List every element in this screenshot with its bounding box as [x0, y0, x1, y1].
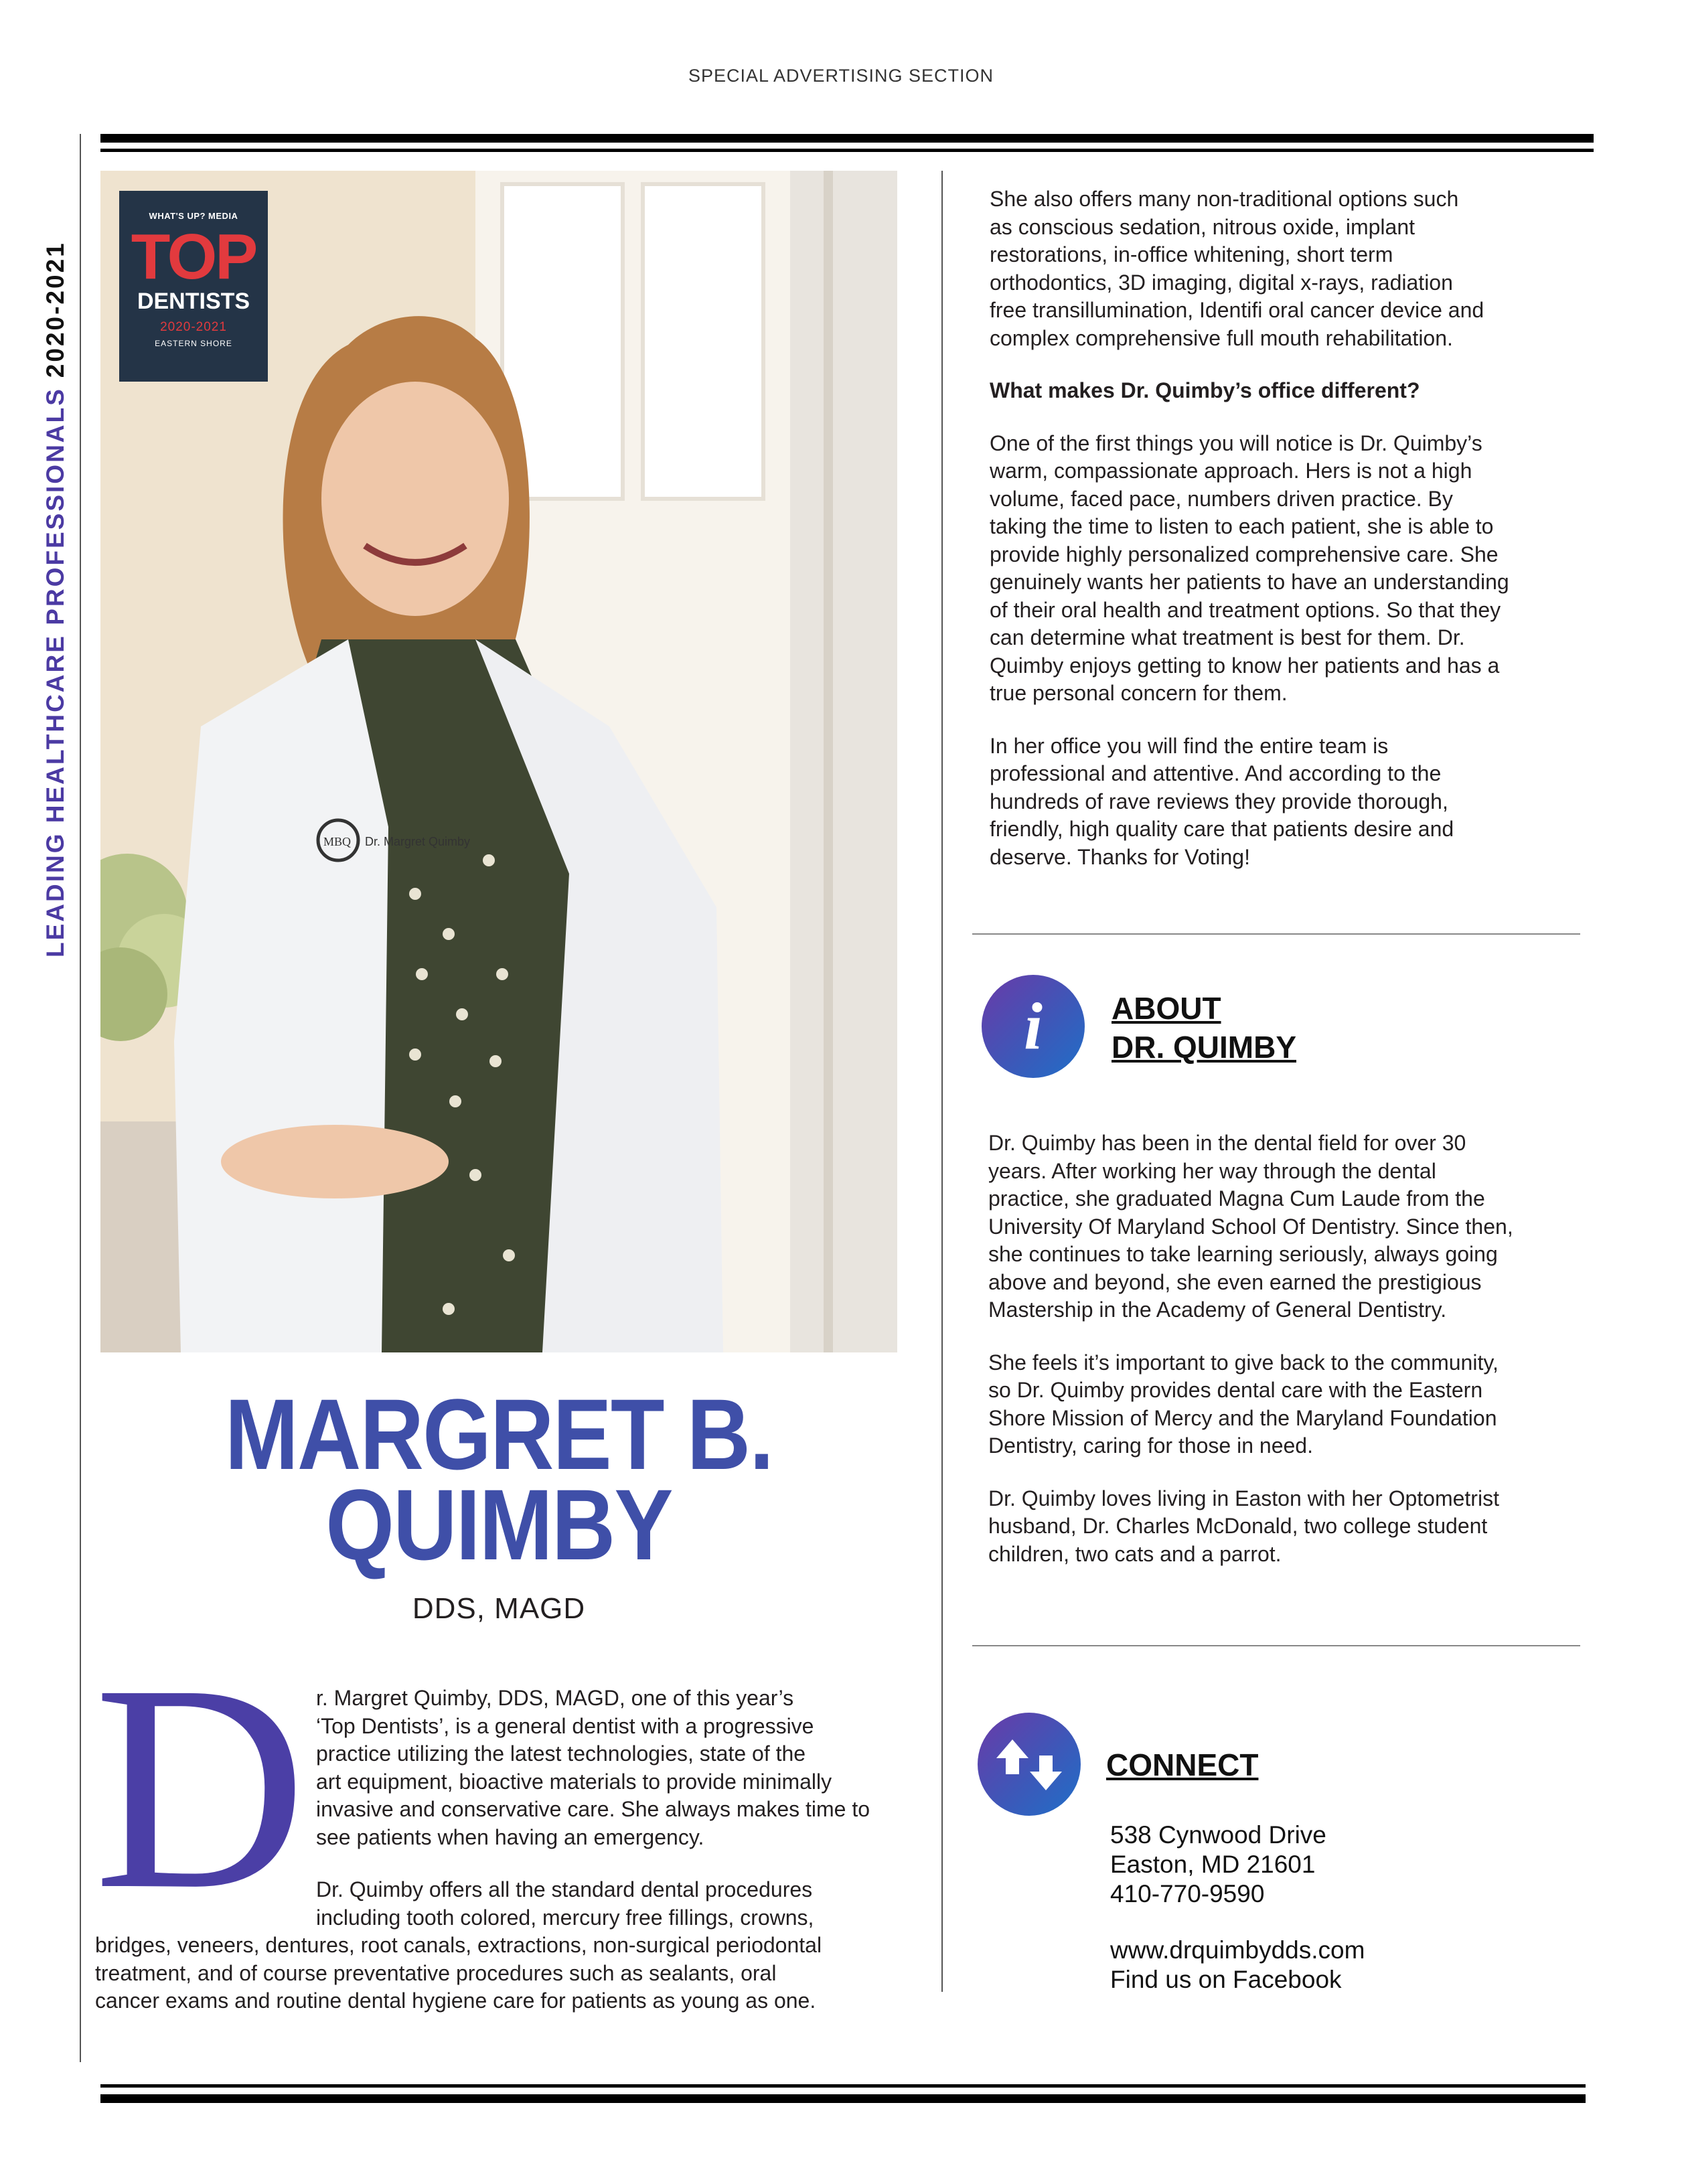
text-line: practice, she graduated Magna Cum Laude from the — [988, 1186, 1485, 1211]
left-margin-line — [80, 134, 81, 2062]
text-line: volume, faced pace, numbers driven practice. By — [990, 486, 1453, 511]
text-line: She also offers many non-traditional options such — [990, 187, 1459, 211]
paragraph — [988, 1349, 1611, 1460]
text-line: Dr. Quimby loves living in Easton with her Optometrist — [988, 1486, 1499, 1510]
text-line: restorations, in-office whitening, short term — [990, 242, 1393, 266]
text-line: provide highly personalized comprehensive care. She — [990, 542, 1499, 566]
paragraph — [990, 185, 1612, 352]
about-title-line-2: DR. QUIMBY — [1112, 1030, 1296, 1065]
right-column-text — [990, 185, 1612, 871]
text-line: as conscious sedation, nitrous oxide, implant — [990, 214, 1416, 239]
text-line: cancer exams and routine dental hygiene care for patients as young as one. — [95, 1988, 816, 2013]
badge-region: EASTERN SHORE — [155, 339, 232, 348]
intro-paragraph-1 — [316, 1685, 919, 1851]
text-line: Quimby enjoys getting to know her patients and has a — [990, 653, 1500, 678]
paragraph — [988, 1485, 1611, 1569]
text-line: children, two cats and a parrot. — [988, 1541, 1282, 1566]
text-line: she continues to take learning seriously, always going — [988, 1242, 1498, 1266]
connect-circle — [978, 1713, 1081, 1816]
text-line: In her office you will find the entire team is — [990, 733, 1389, 758]
text-line: professional and attentive. And according to the — [990, 761, 1442, 785]
sidebar-vertical-label — [32, 127, 79, 957]
credentials: DDS, MAGD — [412, 1592, 586, 1625]
paragraph — [988, 1129, 1611, 1324]
text-line: Dr. Quimby offers all the standard dental procedures — [316, 1877, 813, 1901]
text-line: invasive and conservative care. She always makes time to — [316, 1797, 870, 1821]
arrows-up-down-icon — [978, 1713, 1081, 1816]
badge-top: TOP — [131, 221, 256, 293]
text-line: taking the time to listen to each patient, she is able to — [990, 514, 1494, 538]
text-line: genuinely wants her patients to have an understanding — [990, 570, 1509, 594]
drop-cap: D — [94, 1624, 307, 1950]
text-line: Mastership in the Academy of General Dentistry. — [988, 1298, 1447, 1322]
name-line-1: MARGRET B. — [224, 1378, 773, 1490]
website-link[interactable]: www.drquimbydds.com — [1110, 1936, 1365, 1964]
about-title-line-1: ABOUT — [1112, 991, 1221, 1026]
text-line: University Of Maryland School Of Dentistry. Since then, — [988, 1214, 1513, 1239]
text-line: Dentistry, caring for those in need. — [988, 1433, 1313, 1458]
text-line: husband, Dr. Charles McDonald, two college student — [988, 1514, 1488, 1538]
bottom-rule-thin — [100, 2084, 1586, 2088]
about-text — [988, 1129, 1611, 1568]
spacer — [1110, 1909, 1579, 1936]
text-line: see patients when having an emergency. — [316, 1824, 704, 1849]
text-line: including tooth colored, mercury free fillings, crowns, — [316, 1905, 814, 1930]
name-line-2: QUIMBY — [325, 1468, 672, 1581]
sidebar-label-year: 2020-2021 — [42, 241, 69, 378]
text-line: friendly, high quality care that patients desire and — [990, 817, 1454, 841]
divider-about — [972, 933, 1580, 935]
address-line-1: 538 Cynwood Drive — [1110, 1821, 1326, 1849]
text-line: She feels it’s important to give back to the community, — [988, 1350, 1499, 1375]
connect-title: CONNECT — [1106, 1747, 1259, 1782]
coat-embroidery: Dr. Margret Quimby — [365, 835, 471, 848]
text-line: art equipment, bioactive materials to provide minimally — [316, 1769, 832, 1794]
text-line: free transillumination, Identifi oral cancer device and — [990, 298, 1484, 322]
text-line: warm, compassionate approach. Hers is not a high — [990, 459, 1472, 483]
intro-paragraph-2 — [316, 1876, 919, 1932]
doctor-name — [177, 1378, 820, 1581]
text-line: ‘Top Dentists’, is a general dentist with a progressive — [316, 1713, 814, 1738]
badge-publisher: WHAT'S UP? MEDIA — [149, 211, 238, 221]
top-rule-thin — [100, 149, 1594, 152]
contact-block — [1110, 1820, 1579, 1995]
text-line: so Dr. Quimby provides dental care with the Eastern — [988, 1378, 1483, 1402]
text-line: orthodontics, 3D imaging, digital x-rays, radiation — [990, 270, 1453, 295]
info-icon: i — [1024, 989, 1043, 1063]
intro-paragraph-2-full — [95, 1932, 932, 2015]
bottom-rule-thick — [100, 2094, 1586, 2103]
question-heading: What makes Dr. Quimby’s office different? — [990, 378, 1420, 402]
text-line: complex comprehensive full mouth rehabilitation. — [990, 325, 1453, 350]
about-title — [1112, 989, 1296, 1067]
text-line: Dr. Quimby has been in the dental field for over 30 — [988, 1131, 1466, 1155]
text-line: r. Margret Quimby, DDS, MAGD, one of this year’s — [316, 1686, 794, 1710]
divider-connect — [972, 1645, 1580, 1646]
info-circle — [982, 975, 1085, 1078]
text-line: above and beyond, she even earned the prestigious — [988, 1269, 1482, 1294]
address-line-2: Easton, MD 21601 — [1110, 1851, 1316, 1878]
phone-number[interactable]: 410-770-9590 — [1110, 1880, 1265, 1907]
paragraph — [990, 430, 1612, 708]
facebook-link[interactable]: Find us on Facebook — [1110, 1966, 1342, 1993]
top-dentists-badge — [119, 191, 268, 382]
paragraph — [990, 732, 1612, 872]
text-line: hundreds of rave reviews they provide thorough, — [990, 789, 1448, 813]
coat-monogram: MBQ — [323, 835, 352, 848]
text-line: years. After working her way through the dental — [988, 1158, 1436, 1183]
sidebar-label-title: LEADING HEALTHCARE PROFESSIONALS — [42, 387, 69, 957]
text-line: Shore Mission of Mercy and the Maryland Foundation — [988, 1405, 1497, 1430]
badge-years: 2020-2021 — [160, 320, 227, 334]
text-line: practice utilizing the latest technologies, state of the — [316, 1741, 806, 1766]
text-line: can determine what treatment is best for them. Dr. — [990, 625, 1465, 649]
top-rule-thick — [100, 134, 1594, 143]
text-line: One of the first things you will notice is Dr. Quimby’s — [990, 431, 1482, 455]
text-line: treatment, and of course preventative procedures such as sealants, oral — [95, 1960, 777, 1985]
column-divider — [941, 171, 943, 1992]
text-line: of their oral health and treatment options. So that they — [990, 597, 1501, 622]
badge-dentists: DENTISTS — [137, 289, 250, 314]
section-label: SPECIAL ADVERTISING SECTION — [688, 66, 994, 86]
text-line: true personal concern for them. — [990, 681, 1288, 705]
text-line: deserve. Thanks for Voting! — [990, 844, 1250, 869]
text-line: bridges, veneers, dentures, root canals, extractions, non-surgical periodontal — [95, 1933, 822, 1957]
